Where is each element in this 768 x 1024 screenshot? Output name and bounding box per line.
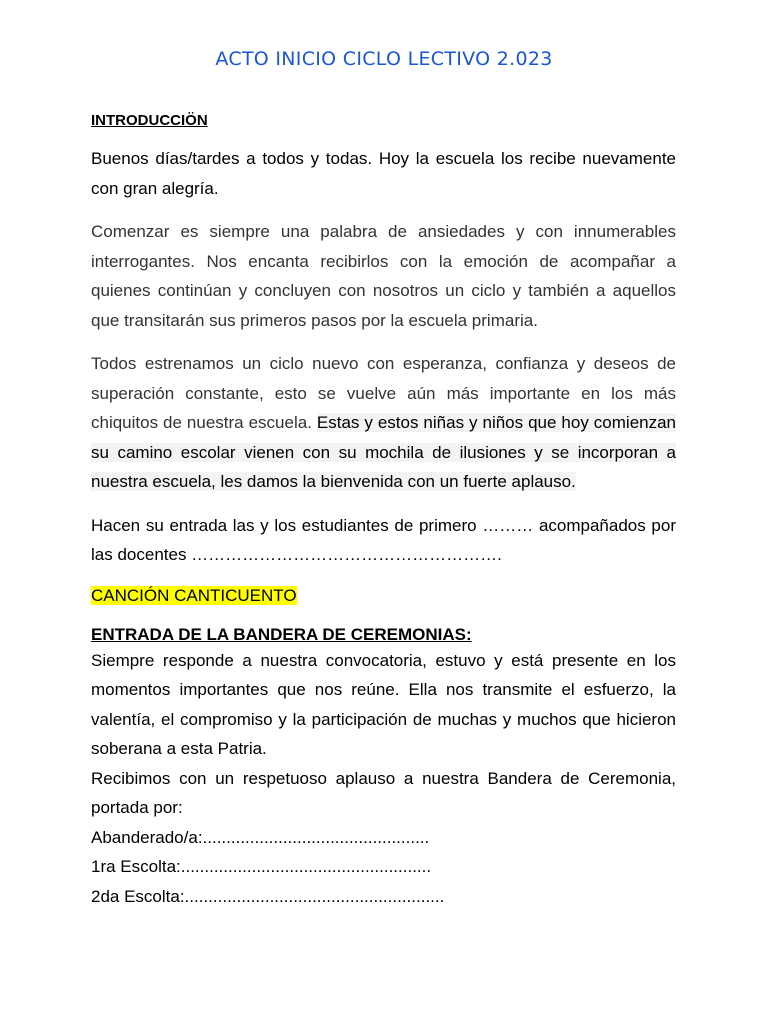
flag-heading: ENTRADA DE LA BANDERA DE CEREMONIAS:: [91, 624, 472, 644]
song-title-text: CANCIÓN CANTICUENTO: [91, 585, 297, 605]
escolta1-line: 1ra Escolta:.....................................................: [91, 857, 432, 876]
document-body: [91, 110, 676, 911]
paragraph-new-cycle: [91, 349, 676, 497]
document-title: ACTO INICIO CICLO LECTIVO 2.023: [215, 48, 553, 70]
escolta2-line: 2da Escolta:.......................................................: [91, 886, 445, 906]
paragraph-beginning: Comenzar es siempre una palabra de ansiedades y con innumerables interrogantes. Nos encanta recibirlos con la emoción de acompañar a quienes continúan y concluyen con nosotros un ciclo y también a aquellos que transitarán sus primeros pasos por la escuela primaria.: [91, 222, 676, 330]
paragraph-flag: Siempre responde a nuestra convocatoria, estuvo y está presente en los momentos importantes que nos reúne. Ella nos transmite el esfuerzo, la valentía, el compromiso y la participación de muchas y muchos que hicieron soberana a esta Patria.: [91, 650, 676, 758]
paragraph-new-cycle-part2: Estas y estos niñas y niños que hoy comienzan su camino escolar vienen con su mochila de ilusiones y se incorporan a nuestra escuela, les damos la bienvenida con un fuerte aplauso.: [91, 413, 677, 491]
paragraph-greeting: Buenos días/tardes a todos y todas. Hoy la escuela los recibe nuevamente con gran alegría.: [91, 149, 676, 198]
intro-heading: INTRODUCCIÖN: [91, 112, 208, 129]
paragraph-entrance: Hacen su entrada las y los estudiantes de primero ……… acompañados por las docentes ……………………………………………….: [91, 515, 676, 564]
paragraph-flag-bearers: Recibimos con un respetuoso aplauso a nuestra Bandera de Ceremonia, portada por:: [91, 768, 676, 817]
paragraph-new-cycle-part1: Todos estrenamos un ciclo nuevo con esperanza, confianza y deseos de superación constante, esto se vuelve aún más importante en los más chiquitos de nuestra escuela.: [91, 354, 676, 432]
song-title: [91, 584, 676, 608]
abanderado-line: Abanderado/a:................................................: [91, 827, 430, 847]
